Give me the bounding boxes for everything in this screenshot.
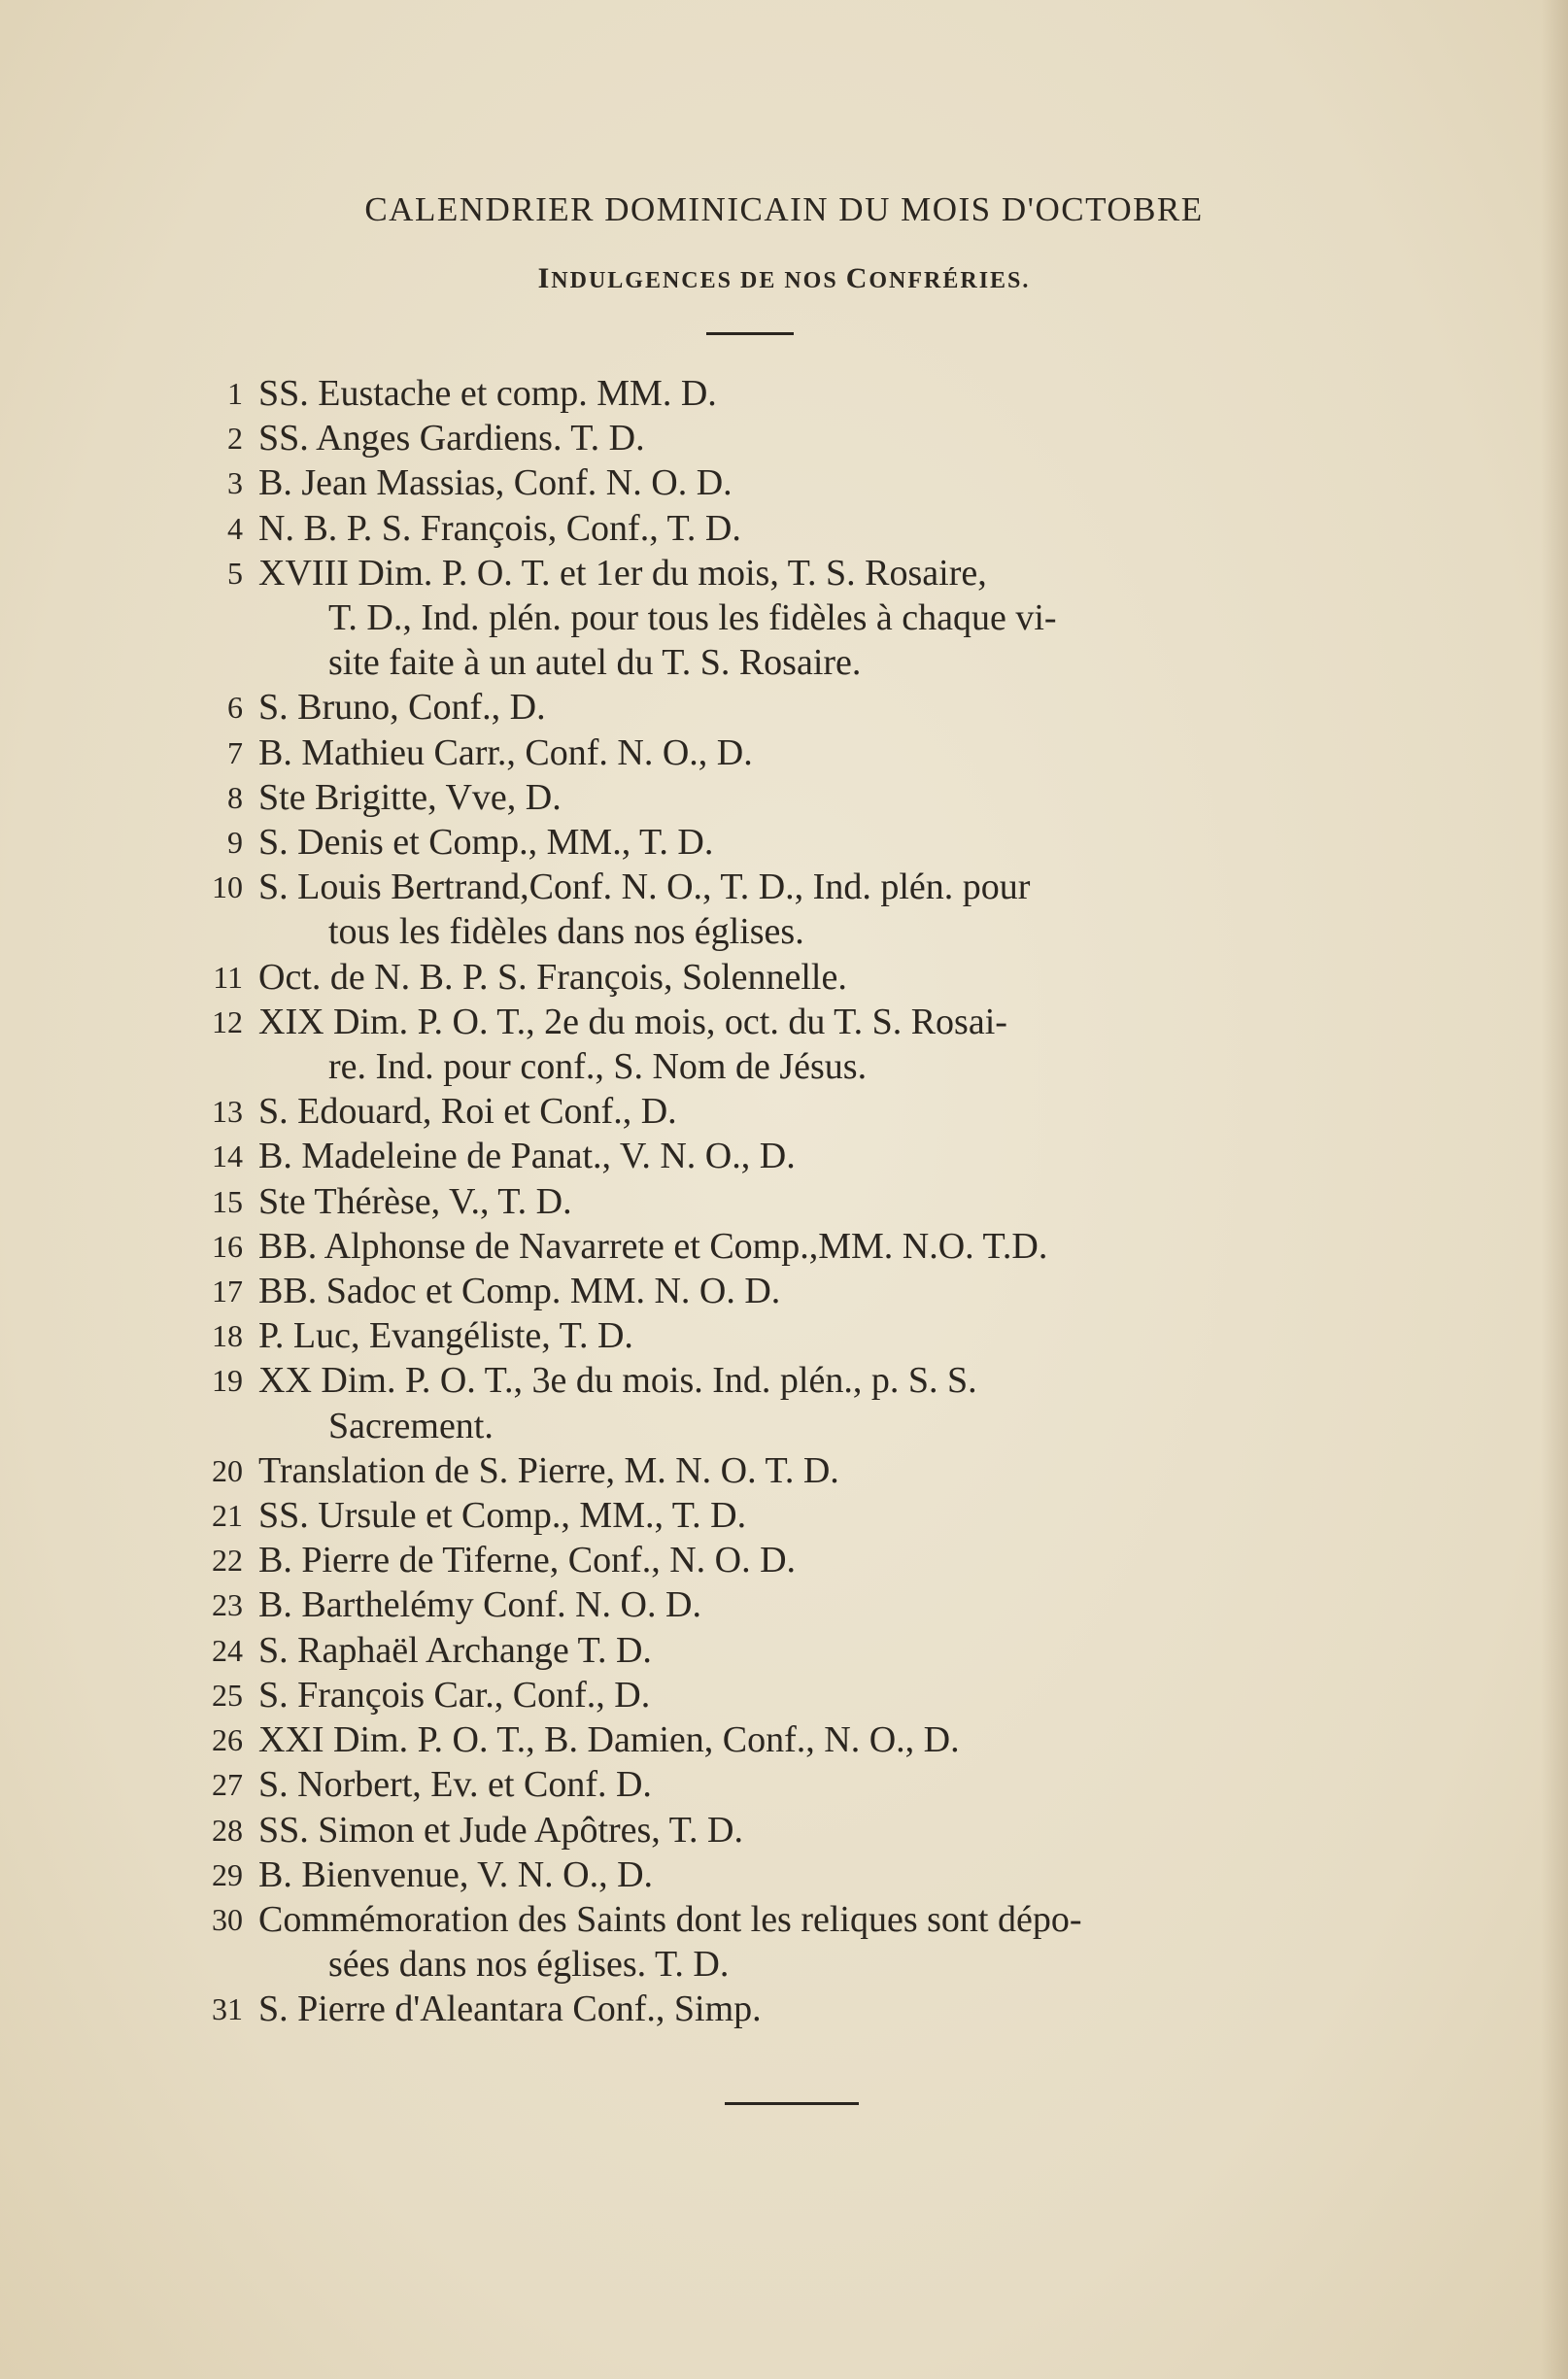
calendar-entry: [185, 1000, 1370, 1089]
entry-day-number: 8: [227, 779, 243, 815]
entry-day-number: 16: [212, 1228, 243, 1264]
page-edge-shadow: [1541, 0, 1568, 2379]
entry-text: Oct. de N. B. P. S. François, Solennelle.: [258, 956, 847, 998]
entry-day-number: 10: [212, 869, 243, 905]
entry-continuation-line: Sacrement.: [328, 1405, 494, 1446]
entry-day-number: 9: [227, 825, 243, 861]
entry-text: P. Luc, Evangéliste, T. D.: [258, 1315, 633, 1357]
entry-day-number: 12: [212, 1003, 243, 1039]
entry-day-number: 22: [212, 1543, 243, 1579]
entry-day-number: 2: [227, 421, 243, 457]
calendar-entry: [185, 1717, 1370, 1762]
calendar-entry: [185, 506, 1370, 551]
entry-text: B. Bienvenue, V. N. O., D.: [258, 1853, 654, 1895]
entry-day-number: 3: [227, 465, 243, 501]
entry-continuation-line: T. D., Ind. plén. pour tous les fidèles à chaque vi-: [328, 597, 1057, 639]
entry-text: S. Bruno, Conf., D.: [258, 687, 546, 729]
entry-text: S. Raphaël Archange T. D.: [258, 1629, 652, 1671]
entry-text: S. François Car., Conf., D.: [258, 1674, 651, 1716]
entry-day-number: 26: [212, 1722, 243, 1758]
entry-day-number: 5: [227, 555, 243, 591]
subtitle-middle: DE NOS: [733, 268, 846, 293]
calendar-entry: [185, 865, 1370, 954]
entry-continuation-line: re. Ind. pour conf., S. Nom de Jésus.: [328, 1046, 868, 1088]
calendar-entry: [185, 775, 1370, 820]
calendar-entry: [185, 1987, 1370, 2031]
calendar-entry: [185, 1852, 1370, 1897]
entry-day-number: 11: [213, 959, 243, 995]
entry-day-number: 19: [212, 1363, 243, 1399]
calendar-list: [185, 371, 1370, 2032]
entry-day-number: 20: [212, 1452, 243, 1488]
calendar-entry: [185, 1269, 1370, 1313]
calendar-entry: [185, 371, 1370, 416]
entry-text: S. Norbert, Ev. et Conf. D.: [258, 1764, 652, 1806]
entry-continuation-line: sées dans nos églises. T. D.: [328, 1944, 730, 1986]
page-title: CALENDRIER DOMINICAIN DU MOIS D'OCTOBRE: [364, 190, 1204, 228]
entry-text: SS. Eustache et comp. MM. D.: [258, 373, 717, 414]
entry-day-number: 24: [212, 1632, 243, 1668]
calendar-entry: [185, 1808, 1370, 1852]
entry-text: XX Dim. P. O. T., 3e du mois. Ind. plén., p. S. S.: [258, 1360, 977, 1402]
entry-text: S. Louis Bertrand,Conf. N. O., T. D., Ind. plén. pour: [258, 867, 1031, 908]
entry-text: B. Barthelémy Conf. N. O. D.: [258, 1584, 701, 1626]
entry-day-number: 1: [227, 376, 243, 411]
subtitle-word-2: ONFRÉRIES.: [869, 268, 1031, 293]
entry-text: S. Edouard, Roi et Conf., D.: [258, 1091, 677, 1133]
subtitle-initial-1: I: [537, 262, 552, 294]
entry-day-number: 27: [212, 1767, 243, 1803]
entry-day-number: 23: [212, 1587, 243, 1623]
calendar-entry: [185, 685, 1370, 730]
calendar-entry: [185, 460, 1370, 505]
entry-day-number: 14: [212, 1139, 243, 1174]
entry-continuation-line: tous les fidèles dans nos églises.: [328, 911, 804, 953]
calendar-entry: [185, 1313, 1370, 1358]
entry-text: S. Denis et Comp., MM., T. D.: [258, 822, 714, 864]
page-subtitle: [0, 262, 1568, 295]
entry-text: BB. Alphonse de Navarrete et Comp.,MM. N.O. T.D.: [258, 1225, 1048, 1267]
entry-day-number: 13: [212, 1094, 243, 1130]
entry-text: BB. Sadoc et Comp. MM. N. O. D.: [258, 1271, 781, 1312]
entry-continuation-line: site faite à un autel du T. S. Rosaire.: [328, 642, 862, 684]
entry-day-number: 15: [212, 1183, 243, 1219]
subtitle-initial-2: C: [845, 262, 869, 294]
entry-text: SS. Anges Gardiens. T. D.: [258, 418, 645, 459]
calendar-entry: [185, 1673, 1370, 1717]
bottom-divider: [725, 2102, 859, 2105]
entry-text: XVIII Dim. P. O. T. et 1er du mois, T. S. Rosaire,: [258, 552, 987, 594]
entry-text: Commémoration des Saints dont les reliques sont dépo-: [258, 1898, 1082, 1940]
entry-day-number: 31: [212, 1991, 243, 2027]
entry-day-number: 21: [212, 1498, 243, 1534]
entry-text: SS. Simon et Jude Apôtres, T. D.: [258, 1809, 743, 1851]
entry-day-number: 29: [212, 1856, 243, 1892]
entry-day-number: 6: [227, 690, 243, 726]
entry-day-number: 25: [212, 1677, 243, 1713]
entry-day-number: 7: [227, 734, 243, 770]
entry-text: Ste Brigitte, Vve, D.: [258, 776, 562, 818]
calendar-entry: [185, 551, 1370, 686]
calendar-entry: [185, 1538, 1370, 1582]
calendar-entry: [185, 1089, 1370, 1134]
entry-text: XXI Dim. P. O. T., B. Damien, Conf., N. O., D.: [258, 1719, 960, 1761]
entry-text: S. Pierre d'Aleantara Conf., Simp.: [258, 1988, 762, 2030]
entry-text: B. Pierre de Tiferne, Conf., N. O. D.: [258, 1540, 797, 1581]
entry-day-number: 28: [212, 1812, 243, 1848]
calendar-entry: [185, 1762, 1370, 1807]
entry-text: B. Mathieu Carr., Conf. N. O., D.: [258, 731, 753, 773]
calendar-entry: [185, 1897, 1370, 1987]
calendar-entry: [185, 1628, 1370, 1673]
calendar-entry: [185, 1179, 1370, 1224]
calendar-entry: [185, 1358, 1370, 1447]
calendar-entry: [185, 820, 1370, 865]
top-divider: [706, 332, 794, 335]
subtitle-word-1: NDULGENCES: [551, 268, 733, 293]
entry-day-number: 18: [212, 1318, 243, 1354]
calendar-entry: [185, 1493, 1370, 1538]
entry-text: XIX Dim. P. O. T., 2e du mois, oct. du T. S. Rosai-: [258, 1001, 1007, 1042]
calendar-entry: [185, 1582, 1370, 1627]
calendar-entry: [185, 731, 1370, 775]
calendar-entry: [185, 1448, 1370, 1493]
entry-text: N. B. P. S. François, Conf., T. D.: [258, 507, 741, 549]
calendar-entry: [185, 416, 1370, 460]
calendar-entry: [185, 955, 1370, 1000]
entry-text: SS. Ursule et Comp., MM., T. D.: [258, 1495, 747, 1537]
calendar-entry: [185, 1224, 1370, 1269]
entry-text: Ste Thérèse, V., T. D.: [258, 1180, 572, 1222]
entry-day-number: 30: [212, 1901, 243, 1937]
entry-text: B. Jean Massias, Conf. N. O. D.: [258, 462, 733, 504]
entry-text: Translation de S. Pierre, M. N. O. T. D.: [258, 1449, 839, 1491]
entry-day-number: 17: [212, 1274, 243, 1309]
entry-day-number: 4: [227, 510, 243, 546]
calendar-entry: [185, 1134, 1370, 1178]
entry-text: B. Madeleine de Panat., V. N. O., D.: [258, 1136, 796, 1177]
